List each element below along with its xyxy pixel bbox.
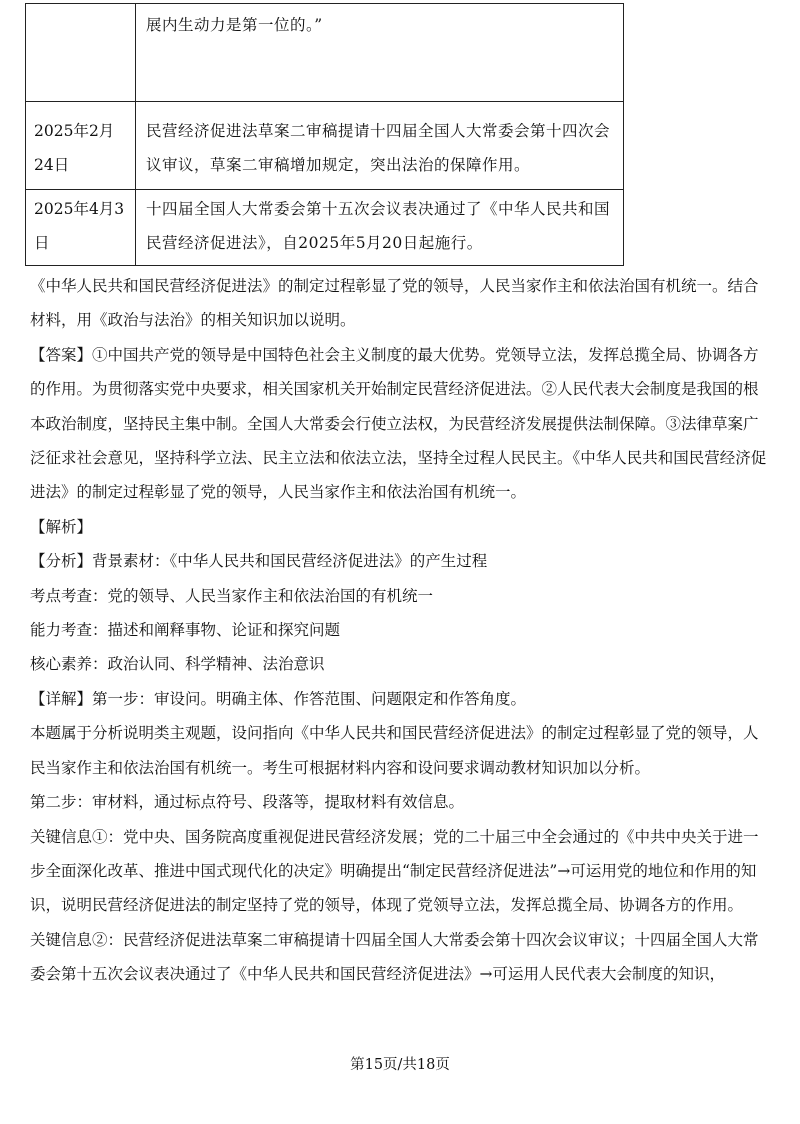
- detail-cell: 十四届全国人大常委会第十五次会议表决通过了《中华人民共和国民营经济促进法》，自2025年5月20日起施行。: [136, 190, 624, 266]
- question-text: 《中华人民共和国民营经济促进法》的制定过程彰显了党的领导，人民当家作主和依法治国有机统一。结合材料，用《政治与法治》的相关知识加以说明。: [30, 277, 759, 330]
- answer-text: 【答案】①中国共产党的领导是中国特色社会主义制度的最大优势。党领导立法，发挥总揽全局、协调各方的作用。为贯彻落实党中央要求，相关国家机关开始制定民营经济促进法。②人民代表大会制度是我国的根本政治制度，坚持民主集中制。全国人大常委会行使立法权，为民营经济发展提供法制保障。③法律草案广泛征求社会意见，坚持科学立法、民主立法和依法立法，坚持全过程人民民主。《中华人民共和国民营经济促进法》的制定过程彰显了党的领导，人民当家作主和依法治国有机统一。: [30, 345, 767, 502]
- date-cell: 2025年4月3日: [26, 190, 136, 266]
- ability-text: 能力考查：描述和阐释事物、论证和探究问题: [30, 621, 341, 640]
- detail-paragraph: 本题属于分析说明类主观题，设问指向《中华人民共和国民营经济促进法》的制定过程彰显了党的领导，人民当家作主和依法治国有机统一。考生可根据材料内容和设问要求调动教材知识加以分析。: [30, 724, 759, 777]
- date-cell: 2025年2月24日: [26, 102, 136, 190]
- main-content: [30, 269, 772, 992]
- table-row: [26, 4, 624, 102]
- literacy-text: 核心素养：政治认同、科学精神、法治意识: [30, 655, 325, 674]
- detail-cell: 民营经济促进法草案二审稿提请十四届全国人大常委会第十四次会议审议，草案二审稿增加规定，突出法治的保障作用。: [136, 102, 624, 190]
- key-info-1: 关键信息①：党中央、国务院高度重视促进民营经济发展；党的二十届三中全会通过的《中共中央关于进一步全面深化改革、推进中国式现代化的决定》明确提出“制定民营经济促进法”→可运用党的地位和作用的知识，说明民营经济促进法的制定坚持了党的领导，体现了党领导立法，发挥总揽全局、协调各方的作用。: [30, 827, 759, 915]
- exam-points-text: 考点考查：党的领导、人民当家作主和依法治国的有机统一: [30, 586, 434, 605]
- key-info-2: 关键信息②：民营经济促进法草案二审稿提请十四届全国人大常委会第十四次会议审议；十四届全国人大常委会第十五次会议表决通过了《中华人民共和国民营经济促进法》→可运用人民代表大会制度的知识，: [30, 930, 759, 984]
- timeline-table: [25, 3, 624, 266]
- detail-cell: 展内生动力是第一位的。”: [136, 4, 624, 102]
- analysis-text: 【分析】背景素材：《中华人民共和国民营经济促进法》的产生过程: [30, 552, 488, 571]
- page-footer: 第15页/共18页: [350, 1057, 450, 1073]
- analysis-heading: 【解析】: [30, 517, 93, 536]
- table-row: [26, 102, 624, 190]
- table-row: [26, 190, 624, 266]
- detail-step1-text: 【详解】第一步：审设问。明确主体、作答范围、问题限定和作答角度。: [30, 689, 527, 708]
- step2-text: 第二步：审材料，通过标点符号、段落等，提取材料有效信息。: [30, 793, 465, 812]
- date-cell: [26, 4, 136, 102]
